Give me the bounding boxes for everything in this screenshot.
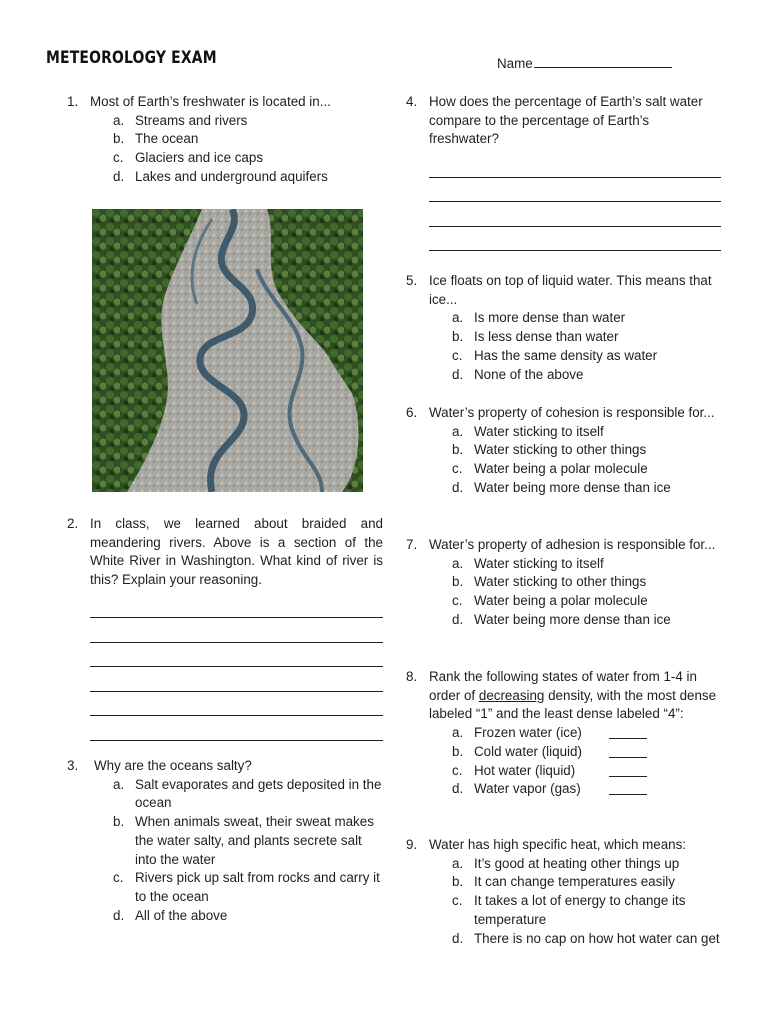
option-d[interactable]: d. Water being more dense than ice (452, 611, 671, 627)
answer-line[interactable] (90, 643, 383, 668)
answer-line[interactable] (90, 692, 383, 717)
answer-line[interactable] (90, 618, 383, 643)
option-d[interactable]: d. All of the above (113, 907, 228, 923)
name-field (497, 54, 672, 71)
option-c[interactable]: c. Water being a polar molecule (452, 593, 648, 609)
option-b[interactable]: b. The ocean (113, 131, 199, 147)
question-1 (67, 93, 367, 187)
question-3 (67, 757, 383, 925)
question-stem: Water’s property of cohesion is responsible for... (429, 405, 715, 420)
question-stem: Water has high specific heat, which means: (429, 837, 687, 852)
exam-title: METEOROLOGY EXAM (46, 48, 217, 68)
question-stem: How does the percentage of Earth’s salt water compare to the percentage of Earth’s freshwater? (429, 94, 703, 147)
option-c[interactable]: c. It takes a lot of energy to change its temperature (452, 893, 686, 927)
white-river-photo (92, 209, 363, 492)
question-9 (406, 836, 724, 948)
question-number: 7. (406, 537, 418, 552)
question-number: 1. (67, 94, 79, 109)
option-a[interactable]: a. It’s good at heating other things up (452, 855, 680, 871)
question-number: 9. (406, 837, 418, 852)
rank-blank[interactable] (609, 745, 647, 758)
rank-item-a: a. Frozen water (ice) (452, 724, 724, 743)
name-label: Name (497, 56, 533, 71)
question-stem: Water’s property of adhesion is responsible for... (429, 537, 716, 552)
rank-blank[interactable] (609, 764, 647, 777)
answer-lines[interactable] (429, 153, 721, 251)
option-d[interactable]: d. There is no cap on how hot water can get (452, 930, 720, 946)
question-number: 2. (67, 516, 79, 531)
rank-item-b: b. Cold water (liquid) (452, 743, 724, 762)
question-number: 6. (406, 405, 418, 420)
option-a[interactable]: a. Water sticking to itself (452, 423, 604, 439)
option-a[interactable]: a. Water sticking to itself (452, 555, 604, 571)
question-stem: In class, we learned about braided and meandering rivers. Above is a section of the White River in Washington. What kind of river is this? Explain your reasoning. (90, 516, 383, 588)
question-number: 5. (406, 273, 418, 288)
rank-item-d: d. Water vapor (gas) (452, 780, 724, 799)
question-5 (406, 272, 724, 384)
option-list (406, 423, 724, 498)
question-number: 8. (406, 669, 418, 684)
question-number: 3. (67, 758, 79, 773)
question-stem: Ice floats on top of liquid water. This means that ice... (429, 273, 712, 307)
option-a[interactable]: a. Salt evaporates and gets deposited in the ocean (113, 776, 382, 811)
question-8 (406, 668, 724, 799)
option-list (406, 855, 724, 949)
underlined-word: decreasing (478, 687, 545, 703)
answer-line[interactable] (429, 227, 721, 252)
answer-line[interactable] (90, 594, 383, 619)
option-b[interactable]: b. Water sticking to other things (452, 574, 647, 590)
option-d[interactable]: d. None of the above (452, 366, 584, 382)
option-b[interactable]: b. Water sticking to other things (452, 442, 647, 458)
option-b[interactable]: b. Is less dense than water (452, 329, 619, 345)
answer-line[interactable] (429, 153, 721, 178)
option-list (406, 555, 724, 630)
option-list (67, 776, 383, 926)
option-b[interactable]: b. It can change temperatures easily (452, 874, 675, 890)
option-list (406, 309, 724, 384)
rank-blank[interactable] (609, 726, 647, 739)
option-a[interactable]: a. Is more dense than water (452, 310, 626, 326)
option-d[interactable]: d. Water being more dense than ice (452, 479, 671, 495)
answer-lines[interactable] (90, 594, 383, 741)
rank-blank[interactable] (609, 782, 647, 795)
rank-item-c: c. Hot water (liquid) (452, 762, 724, 781)
name-blank[interactable] (534, 54, 672, 68)
question-stem: Most of Earth’s freshwater is located in... (90, 94, 331, 109)
answer-line[interactable] (90, 716, 383, 741)
question-number: 4. (406, 94, 418, 109)
answer-line[interactable] (90, 667, 383, 692)
question-2 (67, 515, 383, 741)
question-stem: Rank the following states of water from 1-4 in order of decreasing density, with the most dense labeled “1” and the least dense labeled “4”: (429, 669, 717, 722)
option-a[interactable]: a. Streams and rivers (113, 112, 248, 128)
answer-line[interactable] (429, 202, 721, 227)
option-c[interactable]: c. Rivers pick up salt from rocks and carry it to the ocean (113, 870, 380, 904)
question-6 (406, 404, 724, 498)
question-7 (406, 536, 724, 630)
option-d[interactable]: d. Lakes and underground aquifers (113, 168, 328, 184)
question-4 (406, 93, 721, 251)
option-c[interactable]: c. Has the same density as water (452, 347, 658, 363)
option-list (406, 724, 724, 799)
option-list (67, 112, 367, 187)
answer-line[interactable] (429, 178, 721, 203)
option-b[interactable]: b. When animals sweat, their sweat makes the water salty, and plants secrete salt into the water (113, 814, 374, 867)
question-stem: Why are the oceans salty? (94, 758, 252, 773)
option-c[interactable]: c. Water being a polar molecule (452, 461, 648, 477)
option-c[interactable]: c. Glaciers and ice caps (113, 150, 264, 166)
